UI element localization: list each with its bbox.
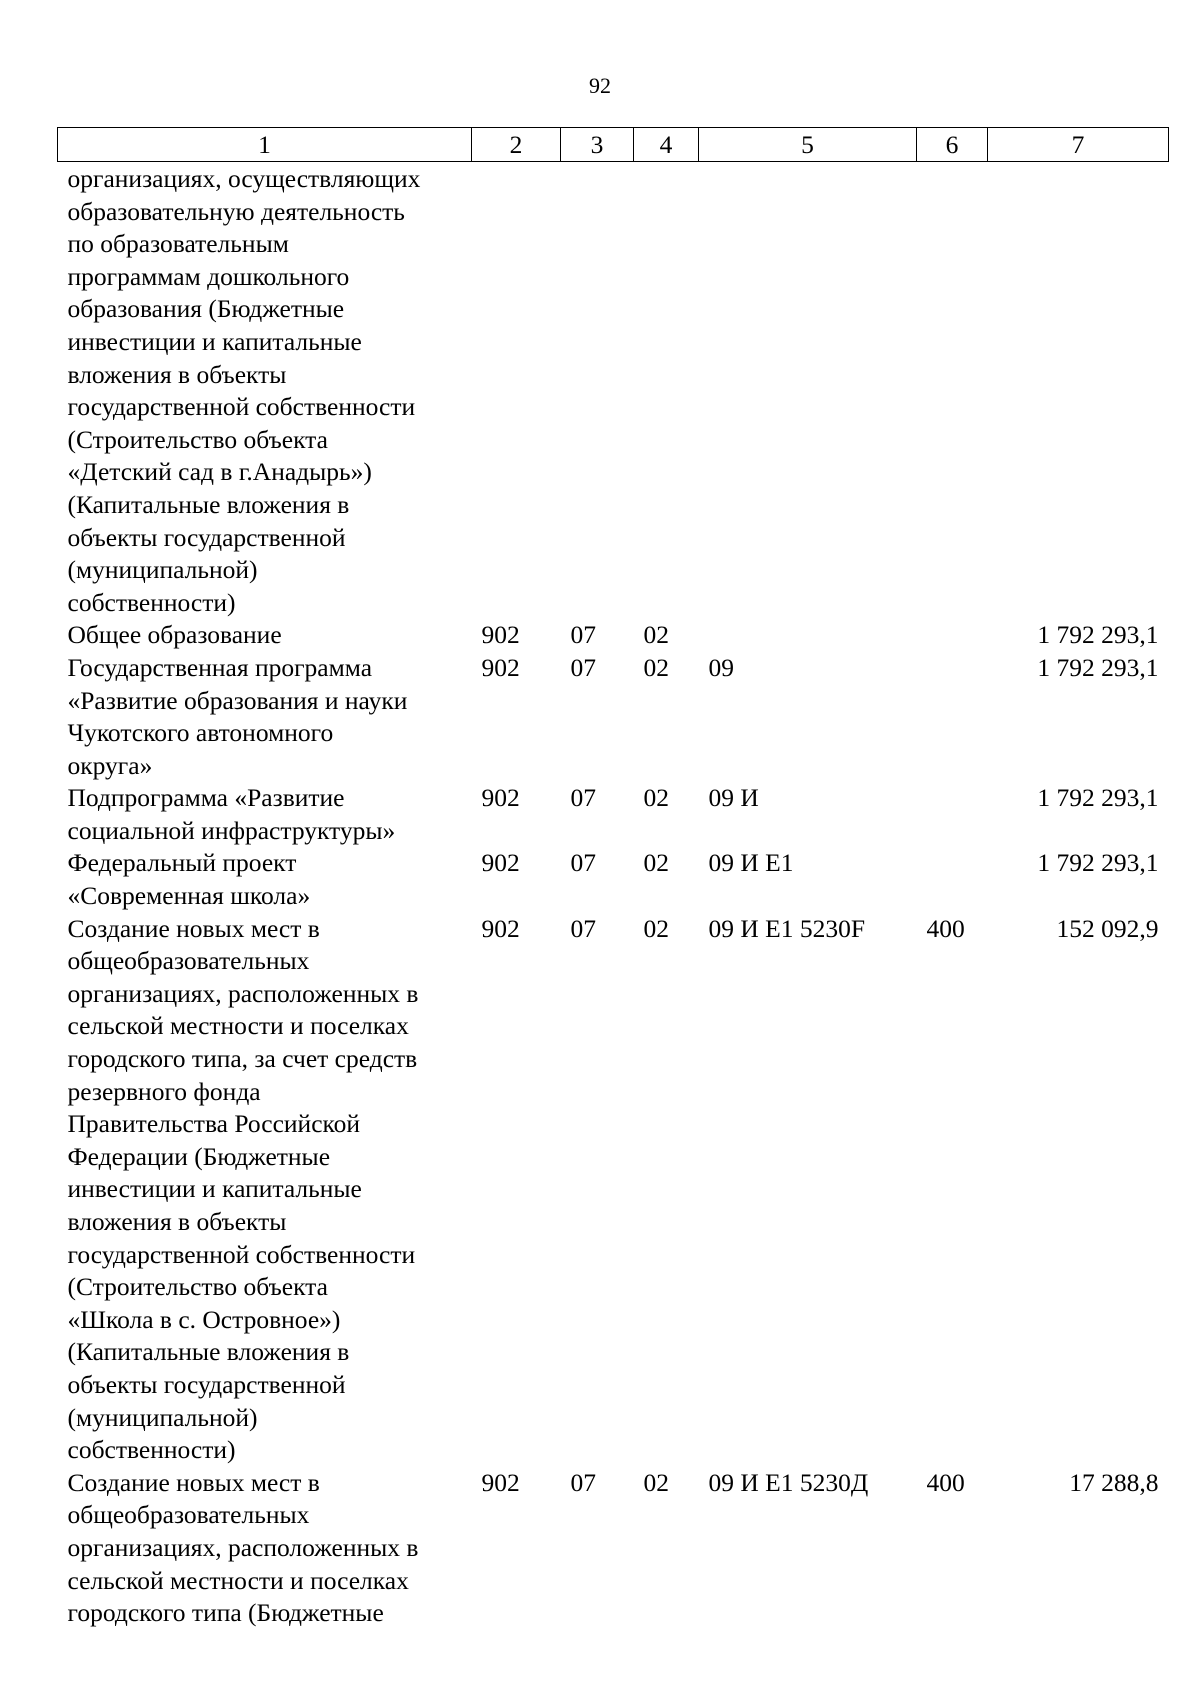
row-code-ministry: 902	[481, 783, 520, 813]
column-header-7: 7	[988, 128, 1169, 162]
row-amount: 152 092,9	[1056, 913, 1159, 943]
budget-table	[57, 127, 1169, 1630]
row-code-section: 07	[570, 620, 596, 650]
row-name: организациях, осуществляющих образовательную деятельность по образовательным программам дошкольного образования (Бюджетные инвестиции и капитальные вложения в объекты государственной собственности (Строительство объекта «Детский сад в г.Анадырь») (Капитальные вложения в объекты государственной (муниципальной) собственности)	[67, 164, 421, 617]
row-code-subsection: 02	[643, 913, 669, 943]
row-code-section: 07	[570, 848, 596, 878]
column-header-6: 6	[917, 128, 988, 162]
column-header-5: 5	[699, 128, 917, 162]
row-code-expense-type	[917, 847, 988, 912]
row-code-target: 09	[708, 652, 734, 682]
row-code-target	[699, 162, 917, 620]
row-code-ministry: 902	[481, 652, 520, 682]
row-amount: 1 792 293,1	[1037, 783, 1159, 813]
column-header-4: 4	[634, 128, 699, 162]
table-row	[58, 619, 1169, 652]
table-row	[58, 652, 1169, 782]
column-number-header-row	[58, 128, 1169, 162]
row-code-target	[699, 619, 917, 652]
row-code-target: 09 И Е1 5230Д	[708, 1467, 869, 1497]
row-name: Подпрограмма «Развитие социальной инфраструктуры»	[67, 783, 396, 845]
row-amount: 17 288,8	[1069, 1467, 1159, 1497]
row-code-expense-type	[917, 619, 988, 652]
row-code-subsection: 02	[643, 848, 669, 878]
row-amount	[988, 162, 1169, 620]
row-code-expense-type	[917, 162, 988, 620]
table-row	[58, 1467, 1169, 1630]
column-header-1: 1	[58, 128, 472, 162]
row-code-ministry	[472, 162, 561, 620]
row-code-target: 09 И Е1 5230F	[708, 913, 866, 943]
row-code-subsection: 02	[643, 620, 669, 650]
table-row	[58, 162, 1169, 620]
row-code-expense-type	[917, 652, 988, 782]
row-name: Федеральный проект «Современная школа»	[67, 848, 311, 911]
row-code-target: 09 И Е1	[708, 848, 794, 878]
row-code-subsection: 02	[643, 1467, 669, 1497]
column-header-2: 2	[472, 128, 561, 162]
row-code-subsection: 02	[643, 783, 669, 813]
row-amount: 1 792 293,1	[1037, 848, 1159, 878]
row-code-section: 07	[570, 652, 596, 682]
row-code-expense-type: 400	[926, 913, 965, 943]
row-code-subsection: 02	[643, 652, 669, 682]
row-code-ministry: 902	[481, 848, 520, 878]
row-code-section: 07	[570, 913, 596, 943]
page-number: 92	[589, 73, 611, 98]
row-code-expense-type: 400	[926, 1467, 965, 1497]
row-name: Государственная программа «Развитие образования и науки Чукотского автономного округа»	[67, 652, 408, 780]
row-code-subsection	[634, 162, 699, 620]
table-row	[58, 913, 1169, 1467]
table-row	[58, 782, 1169, 847]
row-code-ministry: 902	[481, 1467, 520, 1497]
row-name: Общее образование	[67, 620, 282, 650]
row-amount: 1 792 293,1	[1037, 620, 1159, 650]
row-code-ministry: 902	[481, 620, 520, 650]
row-amount: 1 792 293,1	[1037, 652, 1159, 682]
row-code-section: 07	[570, 783, 596, 813]
column-header-3: 3	[561, 128, 634, 162]
row-code-expense-type	[917, 782, 988, 847]
row-code-ministry: 902	[481, 913, 520, 943]
row-code-target: 09 И	[708, 783, 759, 813]
row-code-section: 07	[570, 1467, 596, 1497]
row-code-section	[561, 162, 634, 620]
row-name: Создание новых мест в общеобразовательных организациях, расположенных в сельской местности и поселках городского типа, за счет средств резервного фонда Правительства Российской Федерации (Бюджетные инвестиции и капитальные вложения в объекты государственной собственности (Строительство объекта «Школа в с. Островное») (Капитальные вложения в объекты государственной (муниципальной) собственности)	[67, 913, 419, 1465]
row-name: Создание новых мест в общеобразовательных организациях, расположенных в сельской местности и поселках городского типа (Бюджетные	[67, 1467, 419, 1628]
table-row	[58, 847, 1169, 912]
